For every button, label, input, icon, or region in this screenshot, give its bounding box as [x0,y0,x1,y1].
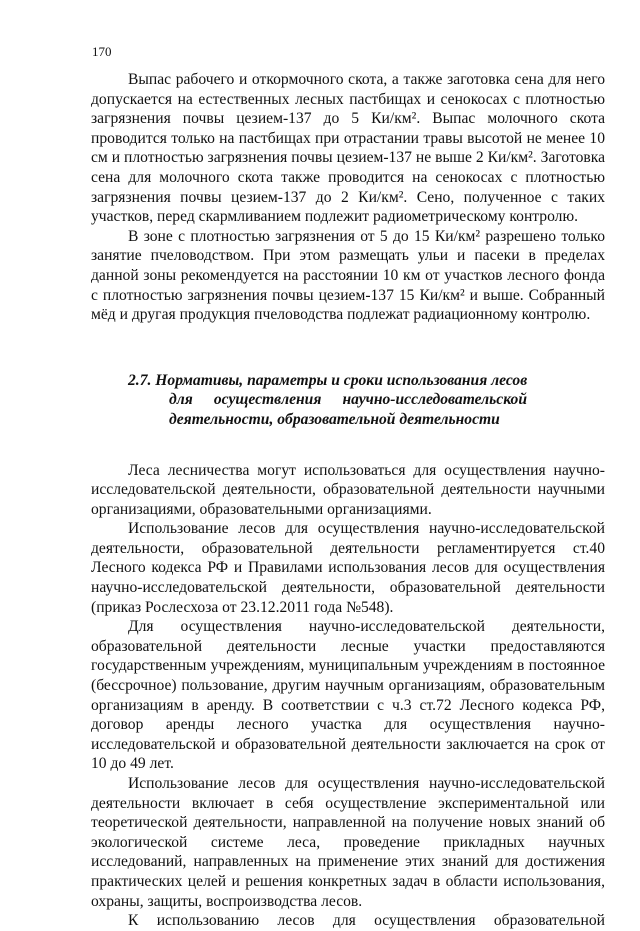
paragraph-livestock-grazing: Выпас рабочего и откормочного скота, а также заготовка сена для него допускается на естественных лесных пастбищах и сенокосах с плотностью загрязнения почвы цезием-137 до 5 Ки/км². Выпас молочного скота проводится только на пастбищах при отрастании травы высотой не менее 10 см и плотностью загрязнения почвы цезием-137 не выше 2 Ки/км². Заготовка сена для молочного скота также проводится на сенокосах с плотностью загрязнения почвы цезием-137 до 2 Ки/км². Сено, полученное с таких участков, перед скармливанием подлежит радиометрическому контролю. [91,71,605,226]
section-heading-line-2: для осуществления научно-исследовательской [169,391,527,409]
body-text [91,70,605,931]
section-heading-line-3: деятельности, образовательной деятельности [169,410,500,428]
paragraph-forest-use-organizations: Леса лесничества могут использоваться для осуществления научно-исследовательской деятельности, образовательной деятельности научными организациями, образовательными организациями. [91,461,605,518]
page-number: 170 [92,44,112,59]
paragraph-land-plots: Для осуществления научно-исследовательской деятельности, образовательной деятельности лесные участки предоставляются государственным учреждениям, муниципальным учреждениям в постоянное (бессрочное) пользование, другим научным организациям, образовательным организациям в аренду. В соответствии с ч.3 ст.72 Лесного кодекса РФ, договор аренды лесного участка для осуществления научно-исследовательской и образовательной деятельности заключается на срок от 10 до 49 лет. [91,618,605,773]
paragraph-regulation: Использование лесов для осуществления научно-исследовательской деятельности, образовательной деятельности регламентируется ст.40 Лесного кодекса РФ и Правилами использования лесов для осуществления научно-исследовательской деятельности, образовательной деятельности (приказ Рослесхоза от 23.12.2011 года №548). [91,520,605,616]
paragraph-research-activities: Использование лесов для осуществления научно-исследовательской деятельности включает в себя осуществление экспериментальной или теоретической деятельности, направленной на получение новых знаний об экологической системе леса, проведение прикладных научных исследований, направленных на применение этих знаний для достижения практических целей и решения конкретных задач в области использования, охраны, защиты, воспроизводства лесов. [91,775,605,910]
paragraph-beekeeping: В зоне с плотностью загрязнения от 5 до 15 Ки/км² разрешено только занятие пчеловодством. При этом размещать ульи и пасеки в пределах данной зоны рекомендуется на расстоянии 10 км от участков лесного фонда с плотностью загрязнения почвы цезием-137 15 Ки/км² и выше. Собранный мёд и другая продукция пчеловодства подлежат радиационному контролю. [91,227,605,324]
section-heading [91,371,528,430]
section-heading-line-1: 2.7. Нормативы, параметры и сроки использования лесов [128,371,528,389]
paragraph-education-start: К использованию лесов для осуществления образовательной [128,912,605,930]
